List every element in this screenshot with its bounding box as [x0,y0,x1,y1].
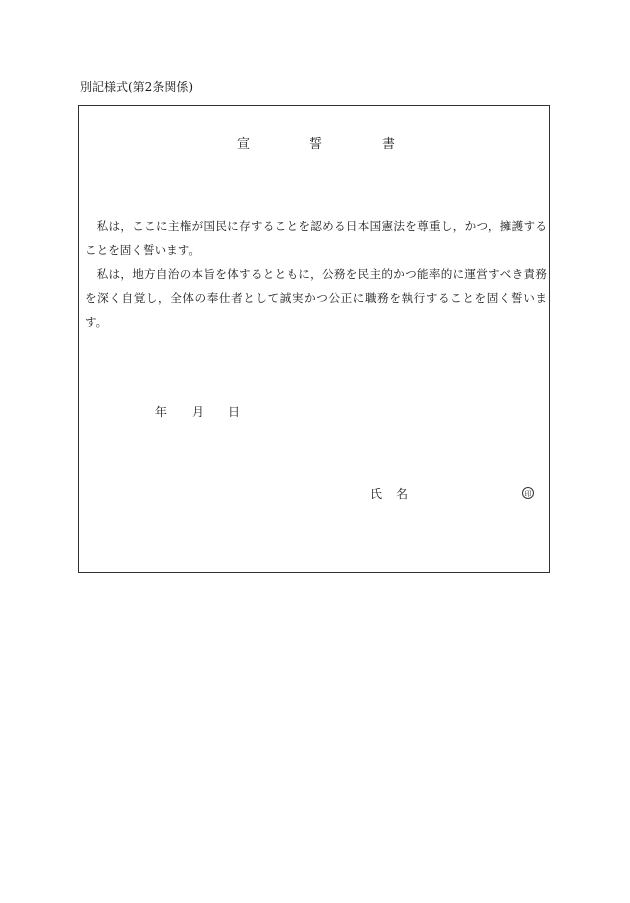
title-char-2: 誓 [309,137,323,152]
form-label: 別記様式(第2条関係) [80,80,193,94]
oath-document-frame [78,105,550,573]
name-label-second: 名 [396,487,409,501]
name-label-first: 氏 [370,487,383,501]
oath-paragraph-2: 私は，地方自治の本旨を体するとともに，公務を民主的かつ能率的に運営すべき責務を深く自覚し，全体の奉仕者として誠実かつ公正に職務を執行することを固く誓います。 [85,267,547,329]
seal-mark: 印 [522,487,534,499]
oath-paragraph-1: 私は，ここに主権が国民に存することを認める日本国憲法を尊重し，かつ，擁護することを固く誓います。 [85,219,547,257]
title-char-1: 宣 [237,137,251,152]
year-label: 年 [155,405,168,419]
title-char-3: 書 [382,137,396,152]
oath-body [85,214,547,334]
day-label: 日 [228,405,241,419]
month-label: 月 [192,405,205,419]
